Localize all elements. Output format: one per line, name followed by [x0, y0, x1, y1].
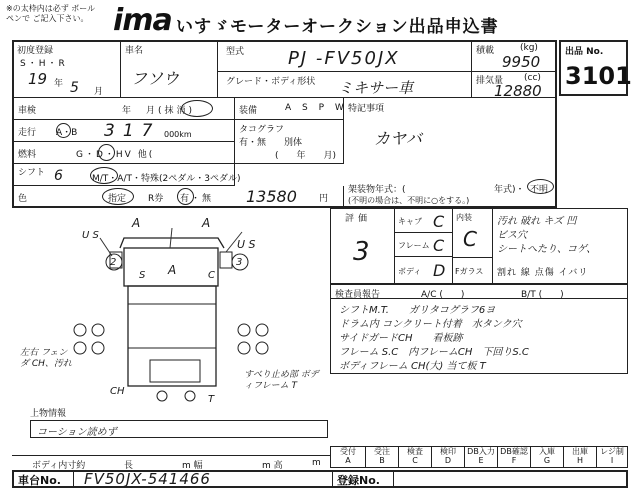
color-label: 色 [18, 194, 28, 204]
rear-light-right [185, 391, 195, 401]
inspector-line-1: シフトM.T. ガリタコグラフ6ヨ [339, 305, 496, 316]
strip-cell-4: 検印 D [431, 447, 464, 467]
model-value: PJ -FV50JX [288, 48, 400, 69]
interior-value: C [463, 227, 477, 251]
grade-label: グレード・ボディ形状 [226, 77, 316, 87]
tachograph-cell [235, 120, 344, 164]
mark-s: S [139, 270, 146, 281]
equip-year-unknown: 不明 [530, 185, 549, 195]
inspector-report [330, 284, 628, 374]
evaluation-block [330, 208, 628, 284]
mileage-unit: 000km [164, 130, 192, 139]
inspection-label: 車検 [18, 106, 37, 116]
displacement-cell [472, 72, 557, 98]
cargo-value: コーション読めず [37, 427, 117, 438]
color-value: 指定 [108, 194, 127, 204]
wheel-rear-left-1 [74, 324, 86, 336]
glass-cell [453, 257, 493, 283]
month-unit: 月 [94, 87, 104, 97]
displacement-label: 排気量 [476, 76, 504, 86]
rear-panel [150, 360, 200, 382]
frame-cell [395, 233, 453, 257]
model-label: 型式 [226, 47, 245, 57]
strip-cell-2: 受注 B [365, 447, 398, 467]
recycle-options: 有・無 [180, 194, 214, 204]
notes-cell [344, 98, 557, 208]
car-name-label: 車名 [125, 46, 144, 56]
grade-cell [218, 72, 472, 98]
deregistered-circle [181, 100, 213, 117]
glass-label: Fガラス [455, 267, 484, 276]
cab-label: キャブ [398, 217, 422, 226]
inspector-line-2: ドラム内 コンクリート付着 水タンク穴 [339, 319, 522, 330]
rear-light-left [157, 391, 167, 401]
ballpen-note: ※の太枠内は必ず ボールペンで ご記入下さい。 [6, 4, 96, 23]
mileage-b-circle [56, 123, 71, 138]
shift-label: シフト [18, 168, 46, 178]
first-reg-options: S・H・R [20, 59, 67, 69]
strip-cell-8: 出庫 H [563, 447, 596, 467]
damage-diagram [12, 208, 330, 404]
exhibit-number-box [559, 40, 632, 96]
chassis-value: FV50JX-541466 [84, 470, 211, 488]
load-label: 積載 [476, 46, 495, 56]
mileage-value: 317 [104, 121, 161, 141]
score-cell [331, 209, 395, 283]
inspector-bt: B/T ( ) [521, 290, 564, 300]
body-dims-length: 長 [124, 461, 134, 471]
mark-us: U S [82, 230, 99, 241]
body-label: ボディ [398, 267, 422, 276]
body-dims-width: m 幅 [182, 461, 203, 471]
chassis-row [12, 470, 628, 488]
fuel-row [14, 142, 235, 164]
mark-t: T [208, 394, 215, 405]
frame-label: フレーム [398, 241, 430, 250]
mark-c: C [208, 270, 215, 281]
mirror-right [220, 252, 232, 268]
strip-cell-9: レジ制 I [596, 447, 627, 467]
load-cell [472, 42, 557, 72]
reg-label: 登録No. [337, 474, 380, 487]
strip-cell-5: DB入力 E [464, 447, 497, 467]
wheel-rear-left-2 [92, 324, 104, 336]
inspector-ac: A/C ( ) [421, 290, 465, 300]
body-dims-unit: m [312, 458, 321, 468]
strip-cell-3: 検査 C [398, 447, 431, 467]
grade-value: ミキサー車 [338, 79, 414, 97]
tachograph-label: タコグラフ [239, 125, 285, 135]
mileage-label: 走行 [18, 128, 37, 138]
equipment-label: 装備 [239, 106, 258, 116]
body-cell [395, 257, 453, 283]
mark-a-top: A [132, 216, 141, 230]
wheel-rear-right-3 [238, 342, 250, 354]
score-value: 3 [353, 237, 370, 267]
body-dimensions-row [12, 455, 330, 469]
tachograph-options: 有・無 別体 [239, 138, 303, 148]
diagram-note-right: すべり止め部 ボディフレーム T [244, 370, 319, 391]
diagram-note-left: 左右 フェンダ CH、汚れ [20, 348, 72, 369]
cab-cell [395, 209, 453, 233]
unknown-circle [527, 179, 554, 194]
recycle-amount: 13580 [246, 187, 297, 206]
year-unit: 年 [54, 79, 64, 89]
strip-cell-1: 受付 A [340, 447, 356, 465]
interior-notes-cell [493, 209, 627, 283]
displacement-value: 12880 [494, 82, 542, 100]
strip-cell-7: 入庫 G [530, 447, 563, 467]
cargo-label: 上物情報 [30, 409, 67, 419]
displacement-unit: (cc) [524, 73, 541, 83]
equip-year-label: 架装物年式：( [348, 185, 406, 195]
shift-row [14, 164, 241, 186]
glass-options: 割れ 線 点傷 イバリ [497, 268, 589, 278]
chassis-label-cell [14, 472, 74, 486]
interior-note-1: 汚れ 破れ キズ 凹 [497, 216, 577, 227]
cargo-box [30, 420, 328, 438]
cab-roof [120, 238, 224, 248]
exhibit-no-value: 3101 [565, 62, 632, 90]
equipment-options: A S P W [285, 103, 348, 113]
chassis-label: 車台No. [18, 474, 61, 487]
fuel-options: G・D・HV 他( [76, 150, 155, 160]
mark-3: 3 [236, 257, 243, 268]
equip-year-unit: 年式)・ [494, 185, 525, 195]
interior-note-3: シートへたり、コゲ、 [497, 244, 597, 255]
inspector-line-3: サイドガードCH 看板跡 [339, 333, 463, 344]
cab-value: C [433, 212, 445, 231]
color-row [14, 186, 344, 208]
strip-cell-6: DB確認 F [497, 447, 530, 467]
mileage-options: A・B [56, 128, 78, 138]
form-title: いすゞモーターオークション出品申込書 [176, 17, 499, 37]
wheel-rear-left-4 [92, 342, 104, 354]
first-registration-cell [14, 42, 121, 98]
recycle-unit: 円 [319, 194, 329, 204]
recycle-label: R券 [148, 194, 164, 204]
office-strip [330, 446, 628, 468]
car-name-value: フソウ [131, 69, 180, 88]
inspection-text: 年 月(抹消) [122, 106, 196, 116]
body-outline [128, 286, 216, 386]
interior-label: 内装 [456, 213, 472, 222]
wheel-rear-right-4 [256, 342, 268, 354]
interior-cell [453, 209, 493, 257]
shift-value: 6 [54, 168, 63, 184]
body-value: D [433, 261, 446, 280]
vehicle-info-block [12, 40, 557, 208]
shift-mt-circle [90, 167, 118, 184]
wheel-rear-right-2 [256, 324, 268, 336]
mark-a-right: A [202, 216, 211, 230]
mark-stroke-1 [100, 238, 112, 256]
mark-2: 2 [110, 257, 117, 268]
notes-value: カヤバ [374, 129, 423, 148]
notes-label: 特記事項 [348, 104, 385, 114]
shift-options: M/T・A/T・特殊(2ペダル・3ペダル) [92, 174, 241, 184]
fuel-label: 燃料 [18, 150, 37, 160]
interior-note-2: ビス穴 [497, 230, 527, 241]
inspector-line-5: ボディフレーム CH(大) 当て板 T [339, 361, 486, 372]
ima-logo: ima [113, 3, 172, 38]
inspector-line-4: フレーム S.C 内フレームCH 下回りS.C [339, 347, 529, 358]
mark-ch: CH [110, 386, 125, 397]
mileage-row [14, 120, 235, 142]
equipment-cell [235, 98, 348, 120]
inspector-title: 検査員報告 [335, 290, 381, 300]
frame-value: C [433, 236, 445, 255]
tachograph-date: ( 年 月) [275, 151, 337, 161]
fuel-d-circle [98, 144, 115, 161]
first-reg-label: 初度登録 [17, 46, 54, 56]
equip-year-hint: (不明の場合は、不明に○をする。) [348, 196, 470, 205]
car-name-cell [121, 42, 218, 98]
inspector-header [331, 285, 627, 299]
reg-label-cell [332, 472, 394, 486]
recycle-yes-circle [177, 188, 194, 205]
score-label: 評価 [345, 214, 372, 224]
first-reg-month: 5 [70, 80, 79, 96]
color-specified-circle [102, 188, 134, 205]
wheel-rear-right-1 [238, 324, 250, 336]
load-value: 9950 [502, 53, 541, 71]
mark-us-right: U S [237, 238, 256, 251]
inspection-row [14, 98, 235, 120]
mark-a-cab: A [168, 263, 177, 277]
body-dims-label: ボディ内寸約 [32, 461, 86, 471]
model-cell [218, 42, 472, 72]
exhibit-no-label: 出品 No. [565, 47, 604, 57]
first-reg-year: 19 [28, 70, 48, 88]
body-dims-height: m 高 [262, 461, 283, 471]
load-unit: (kg) [520, 43, 538, 53]
